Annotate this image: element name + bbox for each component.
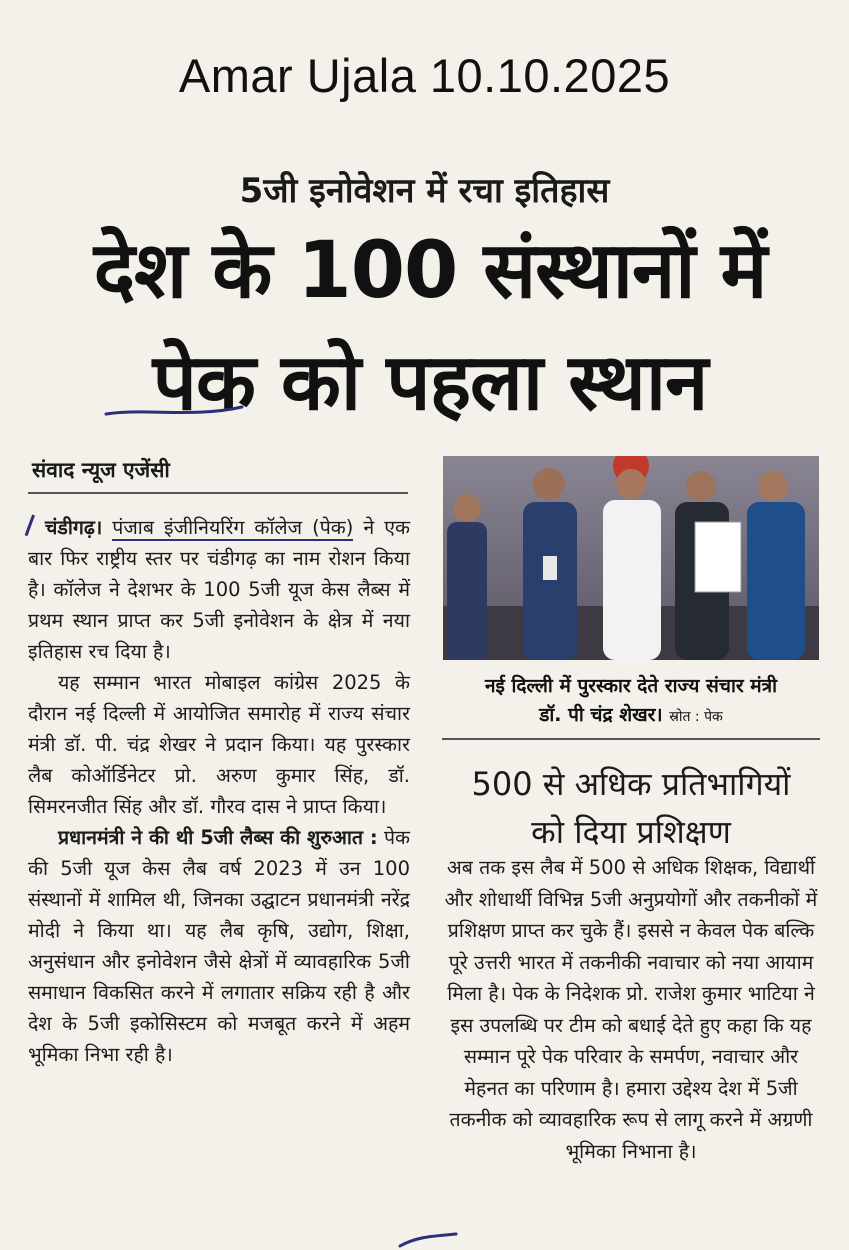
- paragraph-3: [28, 822, 410, 1070]
- newspaper-source-date: Amar Ujala 10.10.2025: [178, 49, 671, 102]
- right-paragraph: अब तक इस लैब में 500 से अधिक शिक्षक, विद्यार्थी और शोधार्थी विभिन्न 5जी अनुप्रयोगों और तकनीकों में प्रशिक्षण प्राप्त कर चुके हैं। इससे न केवल पेक बल्कि पूरे उत्तरी भारत में तकनीकी नवाचार को नया आयाम मिला है। पेक के निदेशक प्रो. राजेश कुमार भाटिया ने इस उपलब्धि पर टीम को बधाई देते हुए कहा कि यह सम्मान पूरे पेक परिवार के समर्पण, नवाचार और मेहनत का परिणाम है। हमारा उद्देश्य देश में 5जी तकनीक को व्यावहारिक रूप से लागू करने में अग्रणी भूमिका निभाना है।: [444, 856, 818, 1163]
- main-headline-line-1: देश के 100 संस्थानों में: [93, 226, 767, 316]
- subheading-line-2: को दिया प्रशिक्षण: [531, 813, 731, 851]
- caption-rule: [442, 738, 820, 740]
- paragraph-2: यह सम्मान भारत मोबाइल कांग्रेस 2025 के दौरान नई दिल्ली में आयोजित समारोह में राज्य संचार मंत्री डॉ. पी. चंद्र शेखर ने प्रदान किया। यह पुरस्कार लैब कोऑर्डिनेटर प्रो. अरुण कुमार सिंह, डॉ. सिमरनजीत सिंह और डॉ. गौरव दास ने प्राप्त किया।: [28, 671, 410, 818]
- caption-line-2: [438, 701, 824, 732]
- subheading-line-1: 500 से अधिक प्रतिभागियों: [471, 765, 791, 803]
- kicker-headline: 5जी इनोवेशन में रचा इतिहास: [239, 171, 610, 211]
- paragraph-1: [28, 512, 410, 667]
- main-headline-line-2: पेक को पहला स्थान: [152, 338, 708, 428]
- award-photo: [443, 456, 819, 660]
- college-name: पंजाब इंजीनियरिंग कॉलेज (पेक): [112, 516, 354, 539]
- pen-tick-mark: [25, 514, 45, 539]
- byline-rule: [28, 492, 408, 494]
- caption-line-1: नई दिल्ली में पुरस्कार देते राज्य संचार मंत्री: [484, 675, 778, 697]
- paragraph-3-lead: प्रधानमंत्री ने की थी 5जी लैब्स की शुरुआत :: [58, 826, 378, 849]
- caption-line-2-text: डॉ. पी चंद्र शेखर।: [539, 704, 663, 726]
- right-subheading: [438, 760, 824, 856]
- pen-scribble-mark: [398, 1232, 458, 1250]
- dateline: चंडीगढ़।: [45, 516, 103, 539]
- pen-underline-mark: [104, 404, 244, 418]
- right-article-column: [442, 852, 820, 1167]
- byline: संवाद न्यूज एजेंसी: [32, 458, 170, 482]
- photo-source: स्रोत : पेक: [669, 709, 723, 725]
- paragraph-3-text: पेक की 5जी यूज केस लैब वर्ष 2023 में उन 100 संस्थानों में शामिल थी, जिनका उद्घाटन प्रधानमंत्री नरेंद्र मोदी ने किया था। यह लैब कृषि, उद्योग, शिक्षा, अनुसंधान और इनोवेशन जैसे क्षेत्रों में व्यावहारिक 5जी समाधान विकसित करने में लगातार सक्रिय रही है और देश के 5जी इकोसिस्टम को मजबूत करने में अहम भूमिका निभा रही है।: [28, 826, 410, 1066]
- award-ceremony-image: [443, 456, 819, 660]
- photo-caption: [438, 672, 824, 732]
- left-article-column: [28, 512, 410, 1070]
- paragraph-1-text: ने एक बार फिर राष्ट्रीय स्तर पर चंडीगढ़ का नाम रोशन किया है। कॉलेज ने देशभर के 100 5जी यूज केस लैब्स में प्रथम स्थान प्राप्त कर 5जी इनोवेशन के क्षेत्र में नया इतिहास रच दिया है।: [28, 516, 411, 663]
